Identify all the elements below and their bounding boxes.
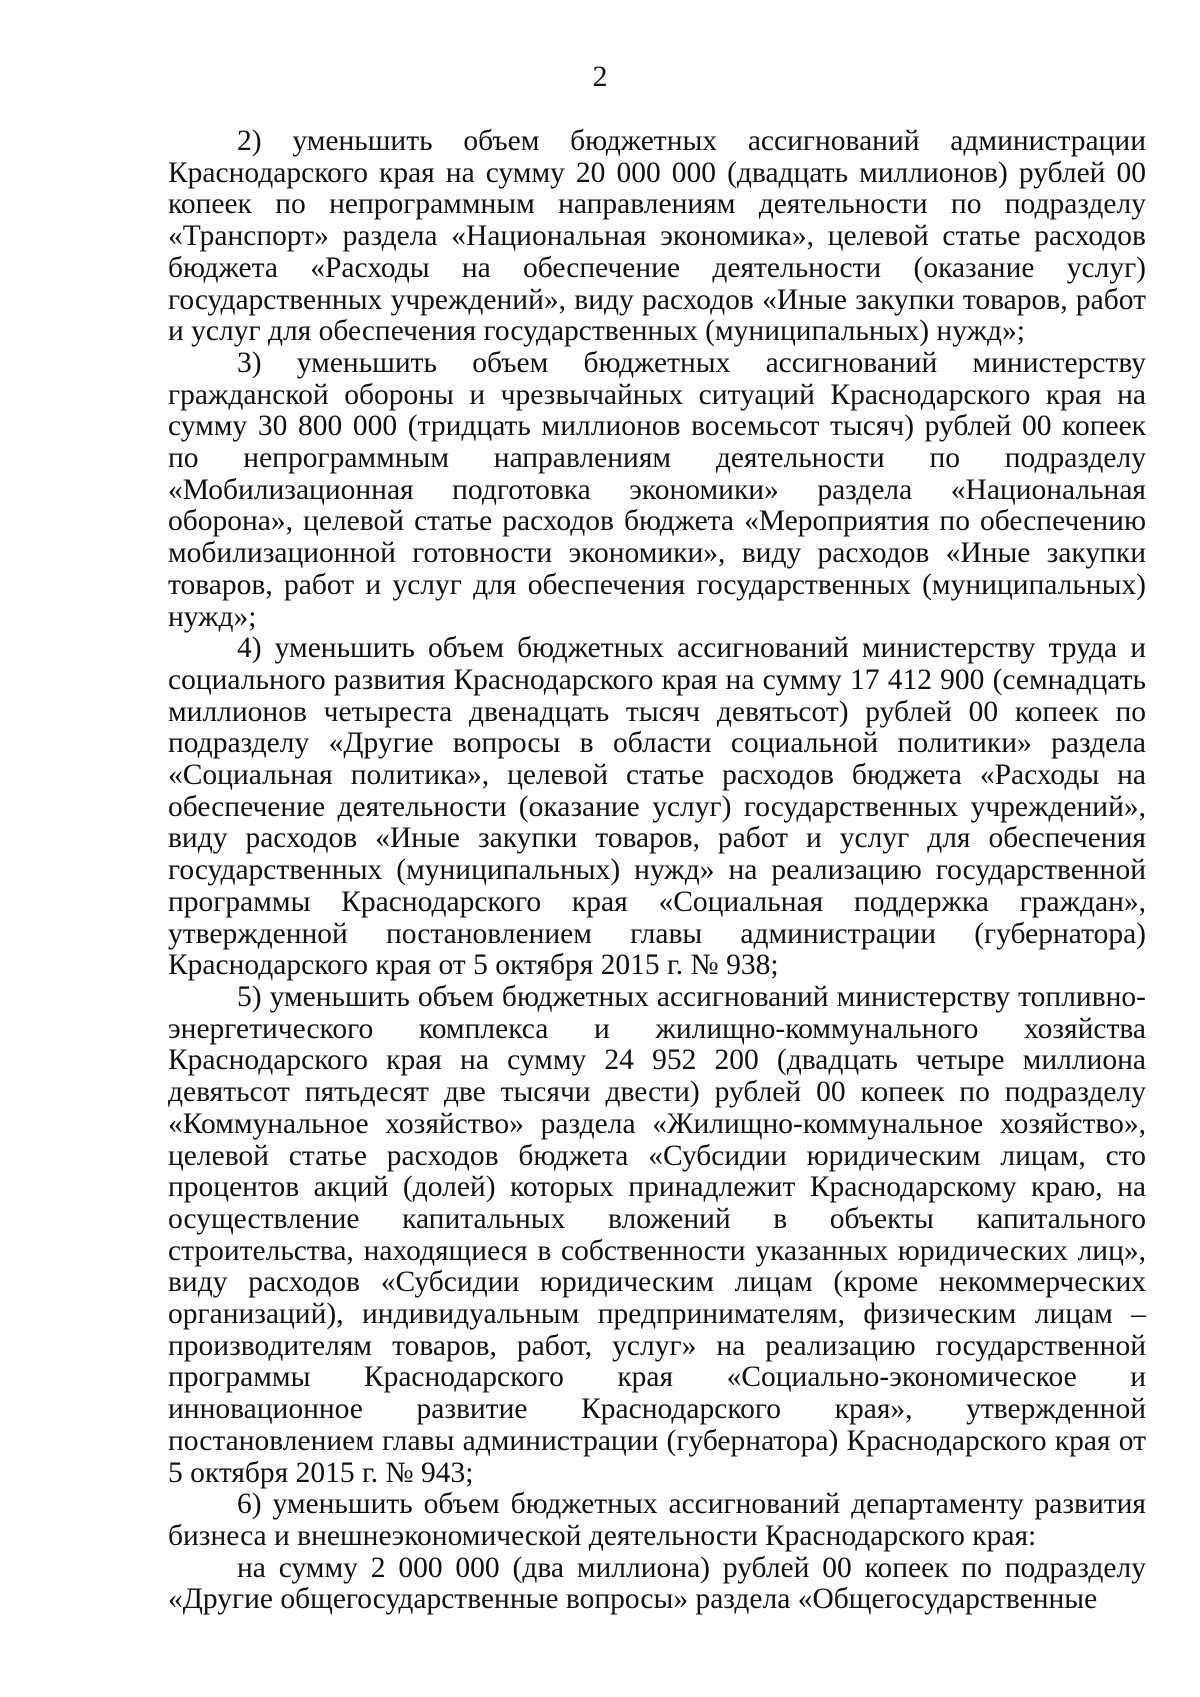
paragraph-item-6: 6) уменьшить объем бюджетных ассигнований департаменту развития бизнеса и внешнеэкономической деятельности Краснодарского края:: [168, 1488, 1146, 1552]
paragraph-item-6-continuation: на сумму 2 000 000 (два миллиона) рублей 00 копеек по подразделу «Другие общегосударственные вопросы» раздела «Общегосударственные: [168, 1551, 1146, 1616]
paragraph-item-2: 2) уменьшить объем бюджетных ассигнований администрации Краснодарского края на сумму 20 000 000 (двадцать миллионов) рублей 00 копеек по непрограммным направлениям деятельности по подразделу «Транспорт» раздела «Национальная экономика», целевой статье расходов бюджета «Расходы на обеспечение деятельности (оказание услуг) государственных учреждений», виду расходов «Иные закупки товаров, работ и услуг для обеспечения государственных (муниципальных) нужд»;: [168, 125, 1146, 348]
page-number: 2: [592, 60, 608, 93]
paragraph-item-5: 5) уменьшить объем бюджетных ассигнований министерству топливно-энергетического комплекса и жилищно-коммунального хозяйства Краснодарского края на сумму 24 952 200 (двадцать четыре миллиона девятьсот пятьдесят две тысячи двести) рублей 00 копеек по подразделу «Коммунальное хозяйство» раздела «Жилищно-коммунальное хозяйство», целевой статье расходов бюджета «Субсидии юридическим лицам, сто процентов акций (долей) которых принадлежит Краснодарскому краю, на осуществление капитальных вложений в объекты капитального строительства, находящиеся в собственности указанных юридических лиц», виду расходов «Субсидии юридическим лицам (кроме некоммерческих организаций), индивидуальным предпринимателям, физическим лицам – производителям товаров, работ, услуг» на реализацию государственной программы Краснодарского края «Социально-экономическое и инновационное развитие Краснодарского края», утвержденной постановлением главы администрации (губернатора) Краснодарского края от 5 октября 2015 г. № 943;: [168, 980, 1146, 1489]
paragraph-item-3: 3) уменьшить объем бюджетных ассигнований министерству гражданской обороны и чрезвычайных ситуаций Краснодарского края на сумму 30 800 000 (тридцать миллионов восемьсот тысяч) рублей 00 копеек по непрограммным направлениям деятельности по подразделу «Мобилизационная подготовка экономики» раздела «Национальная оборона», целевой статье расходов бюджета «Мероприятия по обеспечению мобилизационной готовности экономики», виду расходов «Иные закупки товаров, работ и услуг для обеспечения государственных (муниципальных) нужд»;: [168, 346, 1146, 633]
paragraph-item-4: 4) уменьшить объем бюджетных ассигнований министерству труда и социального развития Краснодарского края на сумму 17 412 900 (семнадцать миллионов четыреста двенадцать тысяч девятьсот) рублей 00 копеек по подразделу «Другие вопросы в области социальной политики» раздела «Социальная политика», целевой статье расходов бюджета «Расходы на обеспечение деятельности (оказание услуг) государственных учреждений», виду расходов «Иные закупки товаров, работ и услуг для обеспечения государственных (муниципальных) нужд» на реализацию государственной программы Краснодарского края «Социальная поддержка граждан», утвержденной постановлением главы администрации (губернатора) Краснодарского края от 5 октября 2015 г. № 938;: [168, 632, 1146, 982]
document-body: [168, 126, 1146, 1616]
